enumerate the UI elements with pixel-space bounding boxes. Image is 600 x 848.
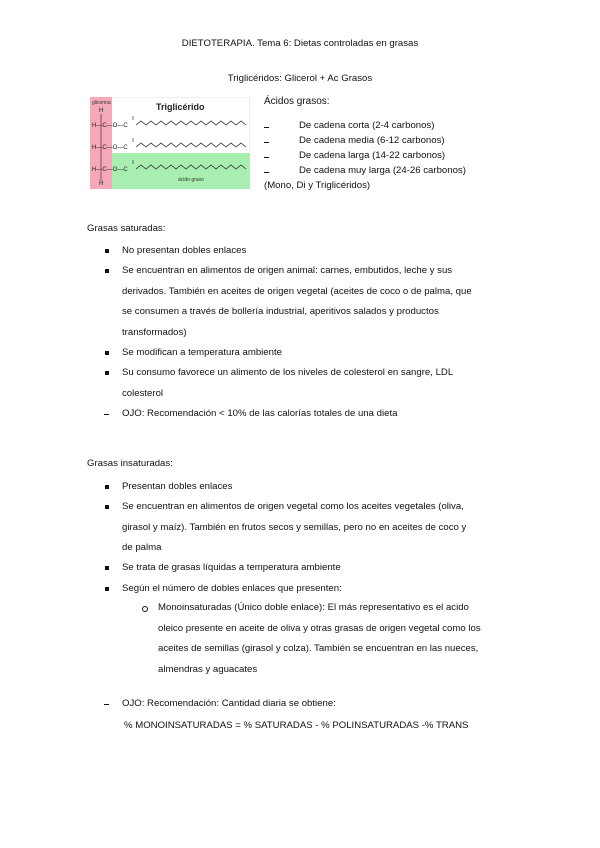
acid-label: ácido graso: [178, 177, 204, 183]
saturated-note: OJO: Recomendación < 10% de las calorías totales de una dieta: [122, 408, 398, 419]
glyceride-note: (Mono, Di y Triglicéridos): [264, 180, 371, 191]
saturated-bullet-4: Su consumo favorece un alimento de los niveles de colesterol en sangre, LDL colesterol: [122, 367, 454, 399]
dash-marker: [264, 127, 269, 128]
unsaturated-bullet-3: Se trata de grasas líquidas a temperatura ambiente: [122, 562, 341, 573]
svg-text:H—C—O—C: H—C—O—C: [92, 123, 128, 129]
fatty-acid-long: De cadena larga (14-22 carbonos): [299, 150, 446, 161]
bullet-marker: [105, 505, 109, 509]
fatty-acid-medium: De cadena media (6-12 carbonos): [299, 135, 445, 146]
unsaturated-bullet-2: Se encuentran en alimentos de origen vegetal como los aceites vegetales (oliva, girasol y maíz). También en frutos secos y semillas, pero no en aceites de coco y de palma: [122, 501, 467, 553]
svg-text:H: H: [99, 108, 104, 114]
saturated-bullet-2: Se encuentran en alimentos de origen animal: carnes, embutidos, leche y sus derivados. También en aceites de origen vegetal (aceites de coco o de palma, que se consumen a través de bollería industrial, aperitivos salados y productos transformados): [122, 265, 472, 338]
svg-text:H: H: [99, 181, 104, 187]
fatty-acids-heading: Ácidos grasos:: [264, 96, 330, 107]
svg-text:H—C—O—C: H—C—O—C: [92, 145, 128, 151]
bullet-marker: [105, 566, 109, 570]
saturated-heading: Grasas saturadas:: [87, 223, 166, 234]
unsaturated-bullet-1: Presentan dobles enlaces: [122, 481, 233, 492]
document-title: DIETOTERAPIA. Tema 6: Dietas controladas en grasas: [181, 38, 419, 49]
fatty-acid-short: De cadena corta (2-4 carbonos): [299, 120, 435, 131]
dash-marker: [104, 414, 109, 415]
unsaturated-note: OJO: Recomendación: Cantidad diaria se obtiene:: [122, 698, 336, 709]
bullet-marker: [105, 351, 109, 355]
glycerol-label: glicerina: [92, 100, 111, 106]
bullet-marker: [105, 485, 109, 489]
section-subtitle: Triglicéridos: Glicerol + Ac Grasos: [227, 73, 373, 84]
bullet-marker: [105, 371, 109, 375]
bullet-marker: [105, 269, 109, 273]
acid-band: [112, 153, 250, 189]
bullet-marker: [105, 249, 109, 253]
dash-marker: [264, 142, 269, 143]
triglyceride-figure: [90, 97, 250, 189]
triglyceride-label: Triglicérido: [156, 102, 205, 112]
saturated-bullet-3: Se modifican a temperatura ambiente: [122, 347, 282, 358]
svg-text:H—C—O—C: H—C—O—C: [92, 167, 128, 173]
dash-marker: [104, 704, 109, 705]
bullet-marker: [105, 587, 109, 591]
dash-marker: [264, 172, 269, 173]
saturated-bullet-1: No presentan dobles enlaces: [122, 245, 247, 256]
sub-bullet-marker: [142, 606, 148, 612]
monounsaturated-sub-bullet: Monoinsaturadas (Único doble enlace): El más representativo es el acido oleico presente en aceite de oliva y otras grasas de origen vegetal como los aceites de semillas (girasol y colza). También se encuentran en las nueces, almendras y aguacates: [158, 602, 481, 675]
triglyceride-diagram: [90, 97, 250, 189]
dash-marker: [264, 157, 269, 158]
formula: % MONOINSATURADAS = % SATURADAS - % POLINSATURADAS -% TRANS: [124, 720, 469, 731]
unsaturated-heading: Grasas insaturadas:: [87, 458, 173, 469]
fatty-acid-very-long: De cadena muy larga (24-26 carbonos): [299, 165, 466, 176]
unsaturated-bullet-4: Según el número de dobles enlaces que presenten:: [122, 583, 342, 594]
